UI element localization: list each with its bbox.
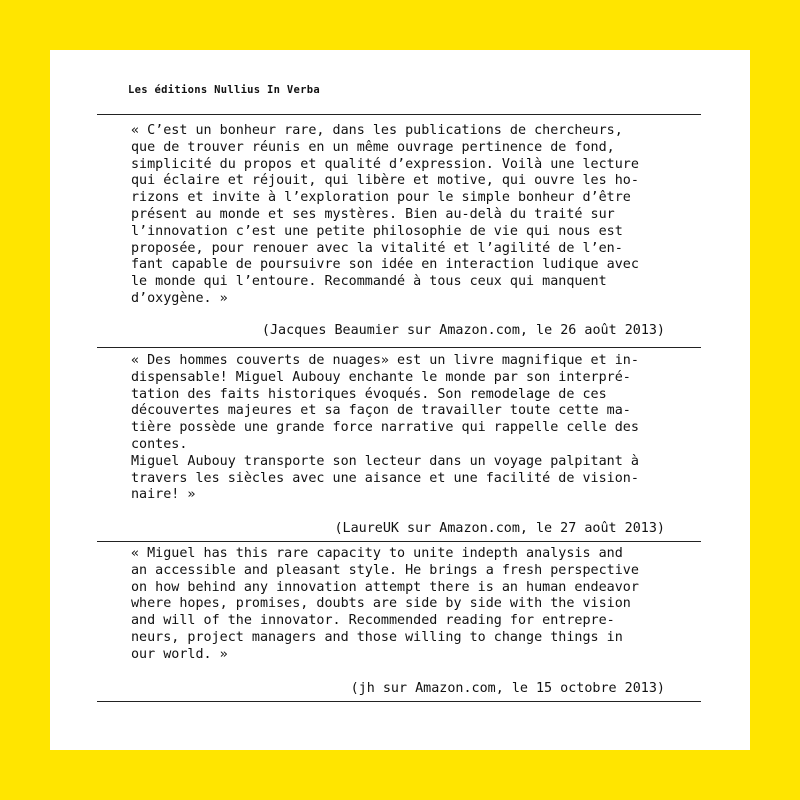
divider	[97, 541, 701, 542]
review-attribution: (jh sur Amazon.com, le 15 octobre 2013)	[350, 681, 665, 696]
divider	[97, 701, 701, 702]
review-attribution: (Jacques Beaumier sur Amazon.com, le 26 août 2013)	[261, 323, 665, 338]
review-quote: « Des hommes couverts de nuages» est un livre magnifique et in- dispensable! Miguel Aubouy enchante le monde par son interpré- tation des faits historiques évoqués. Son remodelage de ces découvertes majeures et sa façon de travailler toute cette ma- tière possède une grande force narrative qui rappelle celle des contes. Miguel Aubouy transporte son lecteur dans un voyage palpitant à travers les siècles avec une aisance et une facilité de vision- naire! »	[131, 353, 639, 503]
publisher-name: Les éditions Nullius In Verba	[128, 84, 321, 96]
review-quote: « C’est un bonheur rare, dans les publications de chercheurs, que de trouver réunis en un même ouvrage pertinence de fond, simplicité du propos et qualité d’expression. Voilà une lecture qui éclaire et réjouit, qui libère et motive, qui ouvre les ho- rizons et invite à l’exploration pour le simple bonheur d’être présent au monde et ses mystères. Bien au-delà du traité sur l’innovation c’est une petite philosophie de vie qui nous est proposée, pour renouer avec la vitalité et l’agilité de l’en- fant capable de poursuivre son idée en interaction ludique avec le monde qui l’entoure. Recommandé à tous ceux qui manquent d’oxygène. »	[131, 123, 639, 306]
review-attribution: (LaureUK sur Amazon.com, le 27 août 2013)	[334, 521, 665, 536]
document-page	[50, 50, 750, 750]
divider	[97, 347, 701, 348]
review-quote: « Miguel has this rare capacity to unite indepth analysis and an accessible and pleasant style. He brings a fresh perspective on how behind any innovation attempt there is an human endeavor where hopes, promises, doubts are side by side with the vision and will of the innovator. Recommended reading for entrepre- neurs, project managers and those willing to change things in our world. »	[131, 546, 639, 662]
divider	[97, 114, 701, 115]
